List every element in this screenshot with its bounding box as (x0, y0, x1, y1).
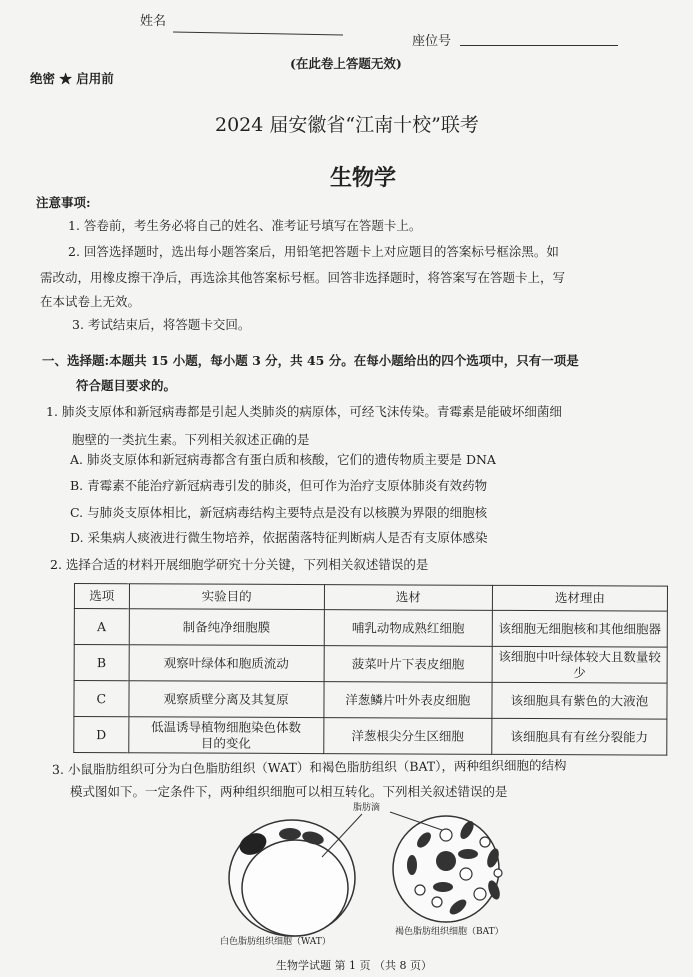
table-header-cell: 选项 (74, 584, 129, 609)
note-item-2: 2. 回答选择题时，选出每小题答案后，用铅笔把答题卡上对应题目的答案标号框涂黑。如 (68, 244, 559, 259)
bat-caption: 褐色脂肪组织细胞（BAT） (395, 927, 504, 937)
seat-label: 座位号 (412, 34, 452, 49)
table-cell: 制备纯净细胞膜 (129, 609, 324, 646)
invalid-note: (在此卷上答题无效) (290, 56, 402, 71)
seat-blank-line (460, 45, 618, 46)
table-row (74, 609, 667, 648)
table-header-row (74, 584, 667, 612)
notes-heading: 注意事项: (36, 195, 91, 210)
secret-mark: 绝密 ★ 启用前 (30, 71, 114, 86)
q1-option-d: D. 采集病人痰液进行微生物培养，依据菌落特征判断病人是否有支原体感染 (70, 530, 488, 545)
table-cell: 低温诱导植物细胞染色体数目的变化 (128, 717, 323, 754)
table-header-cell: 选材 (324, 585, 492, 611)
table-row (74, 681, 667, 720)
table-cell: 观察叶绿体和胞质流动 (129, 645, 324, 682)
bat-cell (393, 816, 502, 922)
wat-cell (229, 820, 355, 936)
name-label: 姓名 (140, 14, 167, 29)
table-row (74, 717, 667, 756)
table-cell: 该细胞中叶绿体较大且数量较少 (492, 646, 667, 683)
adipose-cell-figure (210, 802, 510, 952)
page-footer: 生物学试题 第 1 页 （共 8 页） (276, 959, 432, 972)
table-row (74, 645, 667, 684)
note-item-2-cont: 需改动，用橡皮擦干净后，再选涂其他答案标号框。回答非选择题时，将答案写在答题卡上，写 (40, 270, 566, 285)
table-cell: B (74, 645, 129, 681)
note-item-3: 3. 考试结束后，将答题卡交回。 (72, 317, 251, 332)
subject-title: 生物学 (330, 165, 397, 191)
table-cell: 该细胞具有有丝分裂能力 (492, 718, 667, 755)
fat-droplet-label: 脂肪滴 (353, 803, 381, 813)
q2-table (73, 583, 668, 756)
q1-option-a: A. 肺炎支原体和新冠病毒都含有蛋白质和核酸，它们的遗传物质主要是 DNA (70, 452, 496, 467)
q3-stem: 3. 小鼠脂肪组织可分为白色脂肪组织（WAT）和褐色脂肪组织（BAT），两种组织细胞的结构 (51, 757, 567, 777)
table-cell: 观察质壁分离及其复原 (128, 681, 323, 718)
table-cell: 菠菜叶片下表皮细胞 (324, 646, 492, 683)
table-cell: 洋葱鳞片叶外表皮细胞 (324, 682, 492, 719)
section-heading: 一、选择题:本题共 15 小题，每小题 3 分，共 45 分。在每小题给出的四个选项中，只有一项是 (42, 353, 579, 368)
q1-stem: 1. 肺炎支原体和新冠病毒都是引起人类肺炎的病原体，可经飞沫传染。青霉素是能破坏细菌细 (46, 404, 562, 419)
table-cell: 洋葱根尖分生区细胞 (324, 718, 492, 755)
table-header-cell: 实验目的 (129, 584, 324, 610)
exam-title: 2024 届安徽省“江南十校”联考 (215, 114, 479, 136)
section-heading-cont: 符合题目要求的。 (76, 378, 177, 393)
q1-option-b: B. 青霉素不能治疗新冠病毒引发的肺炎，但可作为治疗支原体肺炎有效药物 (70, 478, 488, 493)
table-cell: 该细胞无细胞核和其他细胞器 (492, 610, 667, 647)
table-cell: C (74, 681, 129, 717)
name-blank-line (173, 32, 343, 36)
q2-stem: 2. 选择合适的材料开展细胞学研究十分关键，下列相关叙述错误的是 (50, 557, 429, 572)
table-cell: D (74, 717, 129, 753)
wat-caption: 白色脂肪组织细胞（WAT） (220, 937, 331, 947)
q1-option-c: C. 与肺炎支原体相比，新冠病毒结构主要特点是没有以核膜为界限的细胞核 (70, 505, 488, 520)
q1-stem-cont: 胞壁的一类抗生素。下列相关叙述正确的是 (72, 432, 310, 447)
table-cell: 该细胞具有紫色的大液泡 (492, 682, 667, 719)
table-header-cell: 选材理由 (492, 585, 667, 611)
table-cell: A (74, 609, 129, 645)
note-item-2-cont2: 在本试卷上无效。 (40, 294, 141, 309)
q3-stem-cont: 模式图如下。一定条件下，两种组织细胞可以相互转化。下列相关叙述错误的是 (70, 784, 508, 799)
note-item-1: 1. 答卷前，考生务必将自己的姓名、准考证号填写在答题卡上。 (68, 218, 422, 233)
table-cell: 哺乳动物成熟红细胞 (324, 610, 492, 647)
